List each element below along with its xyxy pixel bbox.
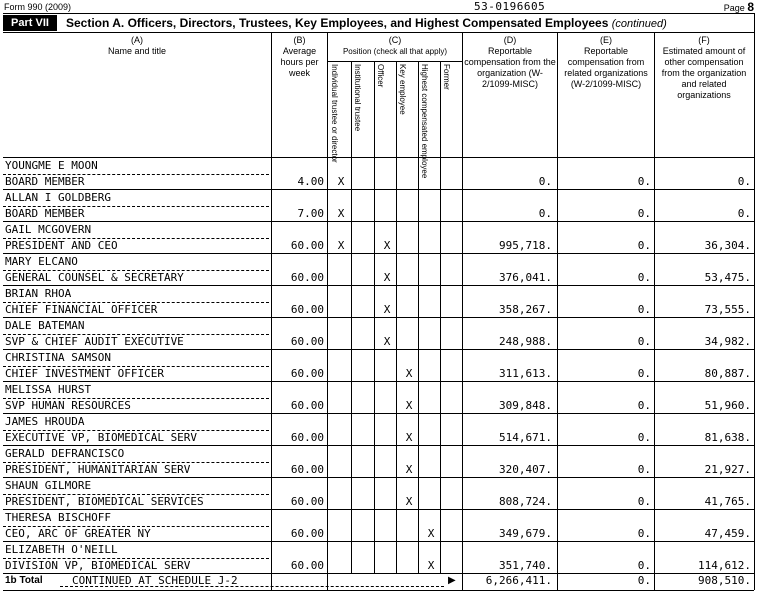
person-title: SVP HUMAN RESOURCES	[5, 399, 131, 412]
person-name: MARY ELCANO	[5, 255, 78, 268]
compensation-e: 0.	[637, 175, 651, 188]
compensation-e: 0.	[637, 495, 651, 508]
compensation-e: 0.	[637, 207, 651, 220]
position-subheader: Highest compensated employee	[420, 64, 429, 179]
compensation-f: 47,459.	[704, 527, 751, 540]
compensation-f: 41,765.	[704, 495, 751, 508]
position-check: X	[405, 367, 413, 380]
person-title: BOARD MEMBER	[5, 207, 85, 220]
person-title: CEO, ARC OF GREATER NY	[5, 527, 151, 540]
compensation-d: 995,718.	[499, 239, 552, 252]
page-indicator	[724, 0, 754, 14]
compensation-d: 349,679.	[499, 527, 552, 540]
person-name: GERALD DEFRANCISCO	[5, 447, 125, 460]
hours-per-week: 60.00	[290, 399, 324, 412]
position-check: X	[405, 495, 413, 508]
position-check: X	[405, 463, 413, 476]
position-subheader: Individual trustee or director	[330, 64, 339, 163]
hours-per-week: 60.00	[290, 303, 324, 316]
position-check: X	[405, 399, 413, 412]
compensation-e: 0.	[637, 239, 651, 252]
compensation-e: 0.	[637, 559, 651, 572]
position-check: X	[337, 239, 345, 252]
person-title: SVP & CHIEF AUDIT EXECUTIVE	[5, 335, 184, 348]
position-check: X	[427, 559, 435, 572]
position-subheader: Officer	[376, 64, 385, 88]
column-a-letter: (A)	[131, 35, 143, 45]
hours-per-week: 4.00	[297, 175, 324, 188]
person-name: ALLAN I GOLDBERG	[5, 191, 111, 204]
compensation-f: 51,960.	[704, 399, 751, 412]
hours-per-week: 60.00	[290, 271, 324, 284]
person-title: BOARD MEMBER	[5, 175, 85, 188]
compensation-f: 34,982.	[704, 335, 751, 348]
person-name: YOUNGME E MOON	[5, 159, 98, 172]
part-badge: Part VII	[3, 15, 57, 31]
person-title: CHIEF FINANCIAL OFFICER	[5, 303, 158, 316]
continued-note: CONTINUED AT SCHEDULE J-2	[72, 574, 238, 587]
column-b-letter: (B)	[293, 35, 306, 45]
compensation-e: 0.	[637, 367, 651, 380]
compensation-e: 0.	[637, 399, 651, 412]
column-f-label: Estimated amount of other compensation from the organization and related organizations	[661, 46, 747, 100]
compensation-f: 114,612.	[698, 559, 751, 572]
compensation-e: 0.	[637, 463, 651, 476]
hours-per-week: 60.00	[290, 559, 324, 572]
person-name: MELISSA HURST	[5, 383, 92, 396]
person-name: DALE BATEMAN	[5, 319, 85, 332]
position-check: X	[337, 207, 345, 220]
continued-label: (continued)	[611, 18, 667, 30]
column-a-header	[3, 35, 271, 57]
hours-per-week: 60.00	[290, 367, 324, 380]
person-name: ELIZABETH O'NEILL	[5, 543, 118, 556]
person-name: SHAUN GILMORE	[5, 479, 92, 492]
page-label: Page	[723, 3, 745, 13]
column-d-label: Reportable compensation from the organization (W-2/1099-MISC)	[464, 46, 556, 89]
compensation-f: 80,887.	[704, 367, 751, 380]
position-subheader: Key employee	[398, 64, 407, 115]
compensation-f: 21,927.	[704, 463, 751, 476]
column-c-header	[328, 35, 462, 57]
person-name: BRIAN RHOA	[5, 287, 72, 300]
hours-per-week: 60.00	[290, 527, 324, 540]
compensation-f: 0.	[737, 175, 751, 188]
person-title: DIVISION VP, BIOMEDICAL SERV	[5, 559, 191, 572]
compensation-d: 808,724.	[499, 495, 552, 508]
compensation-f: 0.	[737, 207, 751, 220]
total-arrow-icon: ▶	[448, 575, 456, 586]
position-subheader: Former	[442, 64, 451, 90]
column-c-letter: (C)	[388, 35, 402, 45]
compensation-d: 0.	[538, 175, 552, 188]
compensation-d: 309,848.	[499, 399, 552, 412]
hours-per-week: 60.00	[290, 239, 324, 252]
form-label: Form 990 (2009)	[4, 2, 72, 12]
column-f-letter: (F)	[698, 35, 710, 45]
compensation-e: 0.	[637, 271, 651, 284]
person-name: GAIL MCGOVERN	[5, 223, 92, 236]
compensation-e: 0.	[637, 335, 651, 348]
hours-per-week: 7.00	[297, 207, 324, 220]
position-check: X	[383, 335, 391, 348]
column-e-header	[558, 35, 654, 90]
person-name: CHRISTINA SAMSON	[5, 351, 111, 364]
person-name: THERESA BISCHOFF	[5, 511, 111, 524]
compensation-e: 0.	[637, 527, 651, 540]
compensation-f: 81,638.	[704, 431, 751, 444]
compensation-d: 320,407.	[499, 463, 552, 476]
position-subheader: Institutional trustee	[353, 64, 362, 132]
column-f-header	[655, 35, 753, 101]
compensation-d: 358,267.	[499, 303, 552, 316]
hours-per-week: 60.00	[290, 463, 324, 476]
person-title: PRESIDENT AND CEO	[5, 239, 118, 252]
person-title: PRESIDENT, HUMANITARIAN SERV	[5, 463, 191, 476]
compensation-d: 311,613.	[499, 367, 552, 380]
position-check: X	[427, 527, 435, 540]
total-f: 908,510.	[698, 574, 751, 587]
person-title: PRESIDENT, BIOMEDICAL SERVICES	[5, 495, 204, 508]
compensation-d: 514,671.	[499, 431, 552, 444]
total-e: 0.	[637, 574, 651, 587]
person-title: CHIEF INVESTMENT OFFICER	[5, 367, 164, 380]
column-d-header	[463, 35, 557, 90]
person-title: EXECUTIVE VP, BIOMEDICAL SERV	[5, 431, 198, 444]
section-title-text: Section A. Officers, Directors, Trustees, Key Employees, and Highest Compensated Employees	[66, 16, 609, 30]
compensation-d: 0.	[538, 207, 552, 220]
total-label: 1b Total	[5, 575, 43, 586]
position-check: X	[405, 431, 413, 444]
position-check: X	[337, 175, 345, 188]
compensation-f: 53,475.	[704, 271, 751, 284]
compensation-d: 248,988.	[499, 335, 552, 348]
position-check: X	[383, 303, 391, 316]
compensation-f: 73,555.	[704, 303, 751, 316]
compensation-d: 351,740.	[499, 559, 552, 572]
hours-per-week: 60.00	[290, 495, 324, 508]
person-title: GENERAL COUNSEL & SECRETARY	[5, 271, 184, 284]
compensation-f: 36,304.	[704, 239, 751, 252]
section-title	[66, 15, 667, 32]
position-check: X	[383, 239, 391, 252]
column-e-letter: (E)	[600, 35, 612, 45]
column-b-header	[272, 35, 327, 79]
column-e-label: Reportable compensation from related organizations (W-2/1099-MISC)	[564, 46, 648, 89]
person-name: JAMES HROUDA	[5, 415, 85, 428]
compensation-d: 376,041.	[499, 271, 552, 284]
ein-number: 53-0196605	[474, 0, 546, 13]
column-a-label: Name and title	[107, 46, 167, 56]
compensation-e: 0.	[637, 303, 651, 316]
position-check: X	[383, 271, 391, 284]
page-number: 8	[747, 0, 754, 14]
hours-per-week: 60.00	[290, 431, 324, 444]
column-c-label: Position (check all that apply)	[342, 47, 448, 56]
column-b-label: Average hours per week	[280, 46, 319, 78]
total-d: 6,266,411.	[485, 574, 552, 587]
compensation-e: 0.	[637, 431, 651, 444]
column-d-letter: (D)	[503, 35, 517, 45]
hours-per-week: 60.00	[290, 335, 324, 348]
